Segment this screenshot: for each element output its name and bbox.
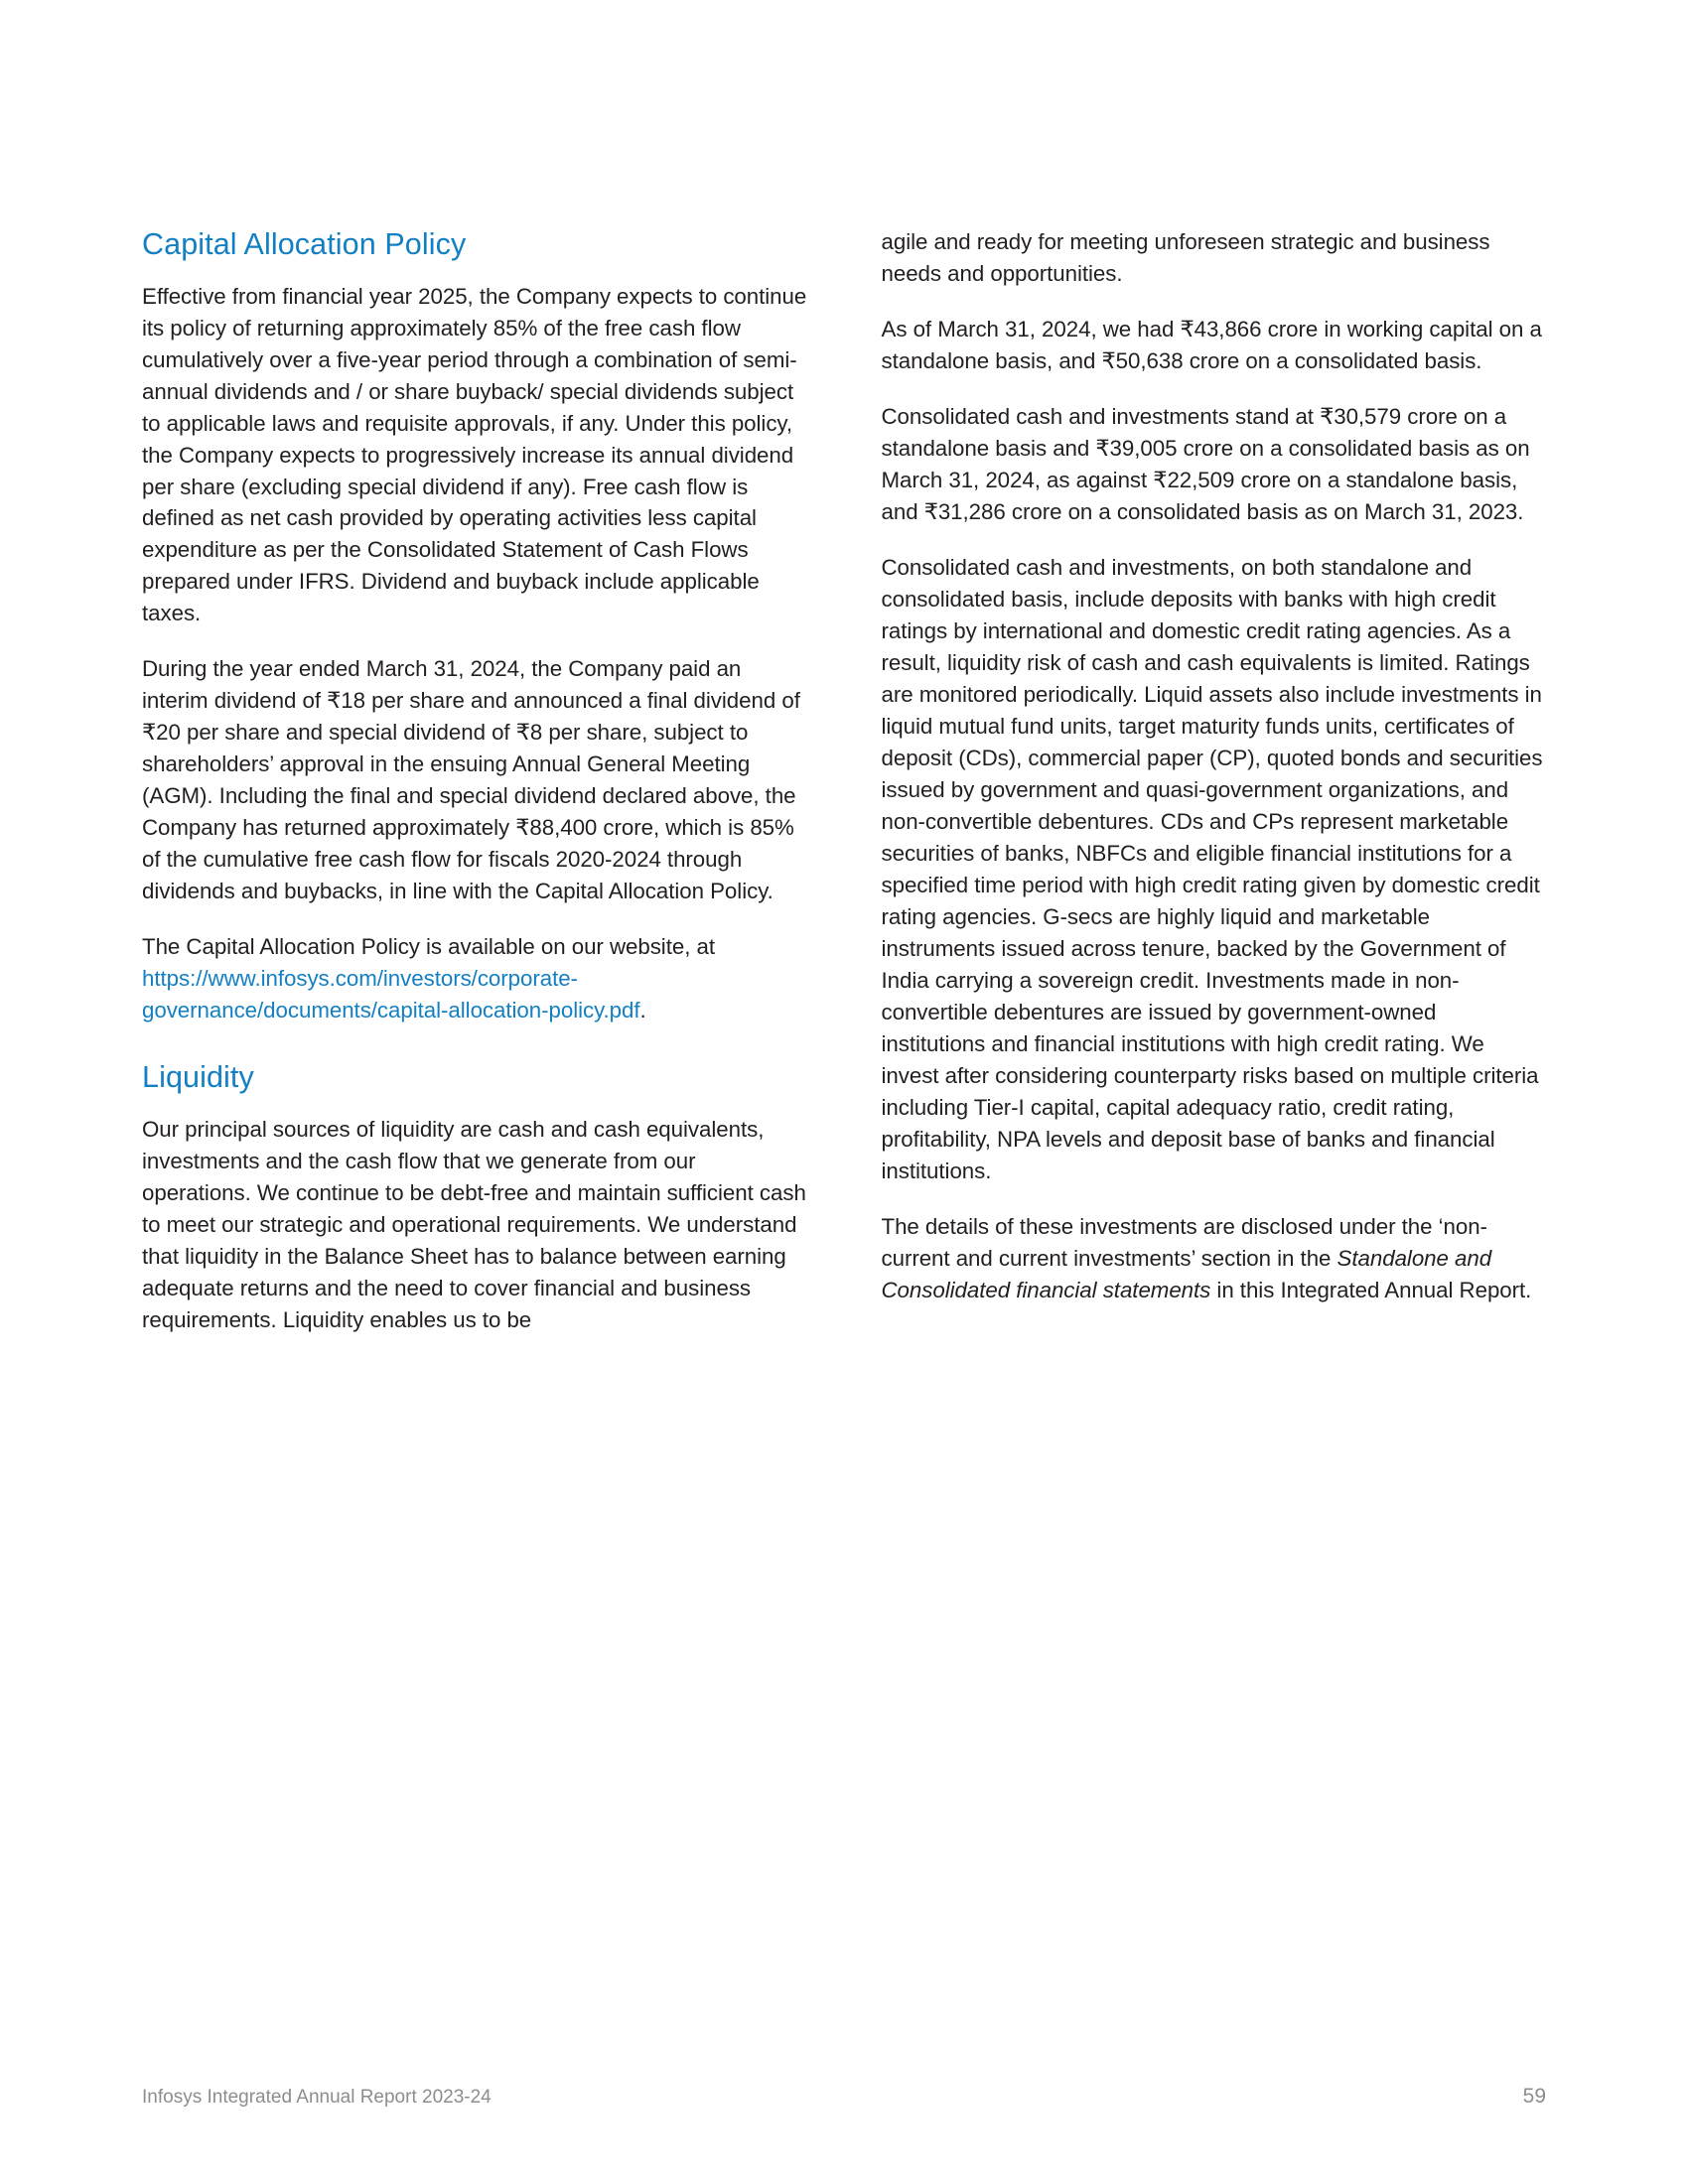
disclosure-text-part-1: The details of these investments are disclosed under the ‘non-current and current investments’ section in the — [881, 1213, 1487, 1271]
paragraph-working-capital: As of March 31, 2024, we had ₹43,866 crore in working capital on a standalone basis, and ₹50,638 crore on a consolidated basis. — [881, 316, 1542, 373]
page-title-liquidity: Liquidity — [142, 1060, 254, 1095]
right-column — [882, 226, 1547, 1306]
page-title-capital-allocation-policy: Capital Allocation Policy — [142, 227, 467, 261]
link-trailing-period: . — [639, 998, 646, 1024]
paragraph-liquidity-continued: agile and ready for meeting unforeseen strategic and business needs and opportunities. — [881, 229, 1490, 286]
paragraph-dividends-fy2024: During the year ended March 31, 2024, the Company paid an interim dividend of ₹18 per share and announced a final dividend of ₹20 per share and special dividend of ₹8 per share, subject to shareholders’ approval in the ensuing Annual General Meeting (AGM). Including the final and special dividend declared above, the Company has returned approximately ₹88,400 crore, which is 85% of the cumulative free cash flow for fiscals 2020-2024 through dividends and buybacks, in line with the Capital Allocation Policy. — [142, 656, 800, 904]
footer-report-title: Infosys Integrated Annual Report 2023-24 — [142, 2087, 492, 2108]
paragraph-liquidity-sources: Our principal sources of liquidity are cash and cash equivalents, investments and the cash flow that we generate from our operations. We continue to be debt-free and maintain sufficient cash to meet our strategic and operational requirements. We understand that liquidity in the Balance Sheet has to balance between earning adequate returns and the need to cover financial and business requirements. Liquidity enables us to be — [142, 1116, 806, 1332]
financial-statements-reference: Standalone and Consolidated financial statements — [881, 1245, 1492, 1302]
left-column — [142, 226, 807, 1336]
paragraph-policy-link — [142, 931, 807, 1026]
paragraph-capital-allocation-overview: Effective from financial year 2025, the Company expects to continue its policy of returning approximately 85% of the free cash flow cumulatively over a five-year period through a combination of semi-annual dividends and / or share buyback/ special dividends subject to applicable laws and requisite approvals, if any. Under this policy, the Company expects to progressively increase its annual dividend per share (excluding special dividend if any). Free cash flow is defined as net cash provided by operating activities less capital expenditure as per the Consolidated Statement of Cash Flows prepared under IFRS. Dividend and buyback include applicable taxes. — [142, 283, 807, 626]
capital-allocation-policy-link[interactable]: https://www.infosys.com/investors/corporate-governance/documents/capital-allocation-policy.pdf — [142, 966, 640, 1024]
paragraph-investment-disclosure — [882, 1211, 1547, 1306]
paragraph-cash-and-investments: Consolidated cash and investments stand at ₹30,579 crore on a standalone basis and ₹39,005 crore on a consolidated basis as on March 31, 2024, as against ₹22,509 crore on a standalone basis, and ₹31,286 crore on a consolidated basis as on March 31, 2023. — [881, 403, 1530, 524]
footer-page-number: 59 — [1522, 2085, 1546, 2108]
two-column-content — [142, 226, 1546, 1336]
paragraph-credit-ratings-detail: Consolidated cash and investments, on both standalone and consolidated basis, include deposits with banks with high credit ratings by international and domestic credit rating agencies. As a result, liquidity risk of cash and cash equivalents is limited. Ratings are monitored periodically. Liquid assets also include investments in liquid mutual fund units, target maturity funds units, certificates of deposit (CDs), commercial paper (CP), quoted bonds and securities issued by government and quasi-government organizations, and non-convertible debentures. CDs and CPs represent marketable securities of banks, NBFCs and eligible financial institutions for a specified time period with high credit rating given by domestic credit rating agencies. G-secs are highly liquid and marketable instruments issued across tenure, backed by the Government of India carrying a sovereign credit. Investments made in non-convertible debentures are issued by government-owned institutions and financial institutions with high credit rating. We invest after considering counterparty risks based on multiple criteria including Tier-I capital, capital adequacy ratio, credit rating, profitability, NPA levels and deposit base of banks and financial institutions. — [881, 554, 1543, 1183]
link-intro-text: The Capital Allocation Policy is available on our website, at — [142, 934, 715, 960]
disclosure-text-part-2: in this Integrated Annual Report. — [1210, 1277, 1532, 1302]
page-footer — [142, 2085, 1546, 2109]
